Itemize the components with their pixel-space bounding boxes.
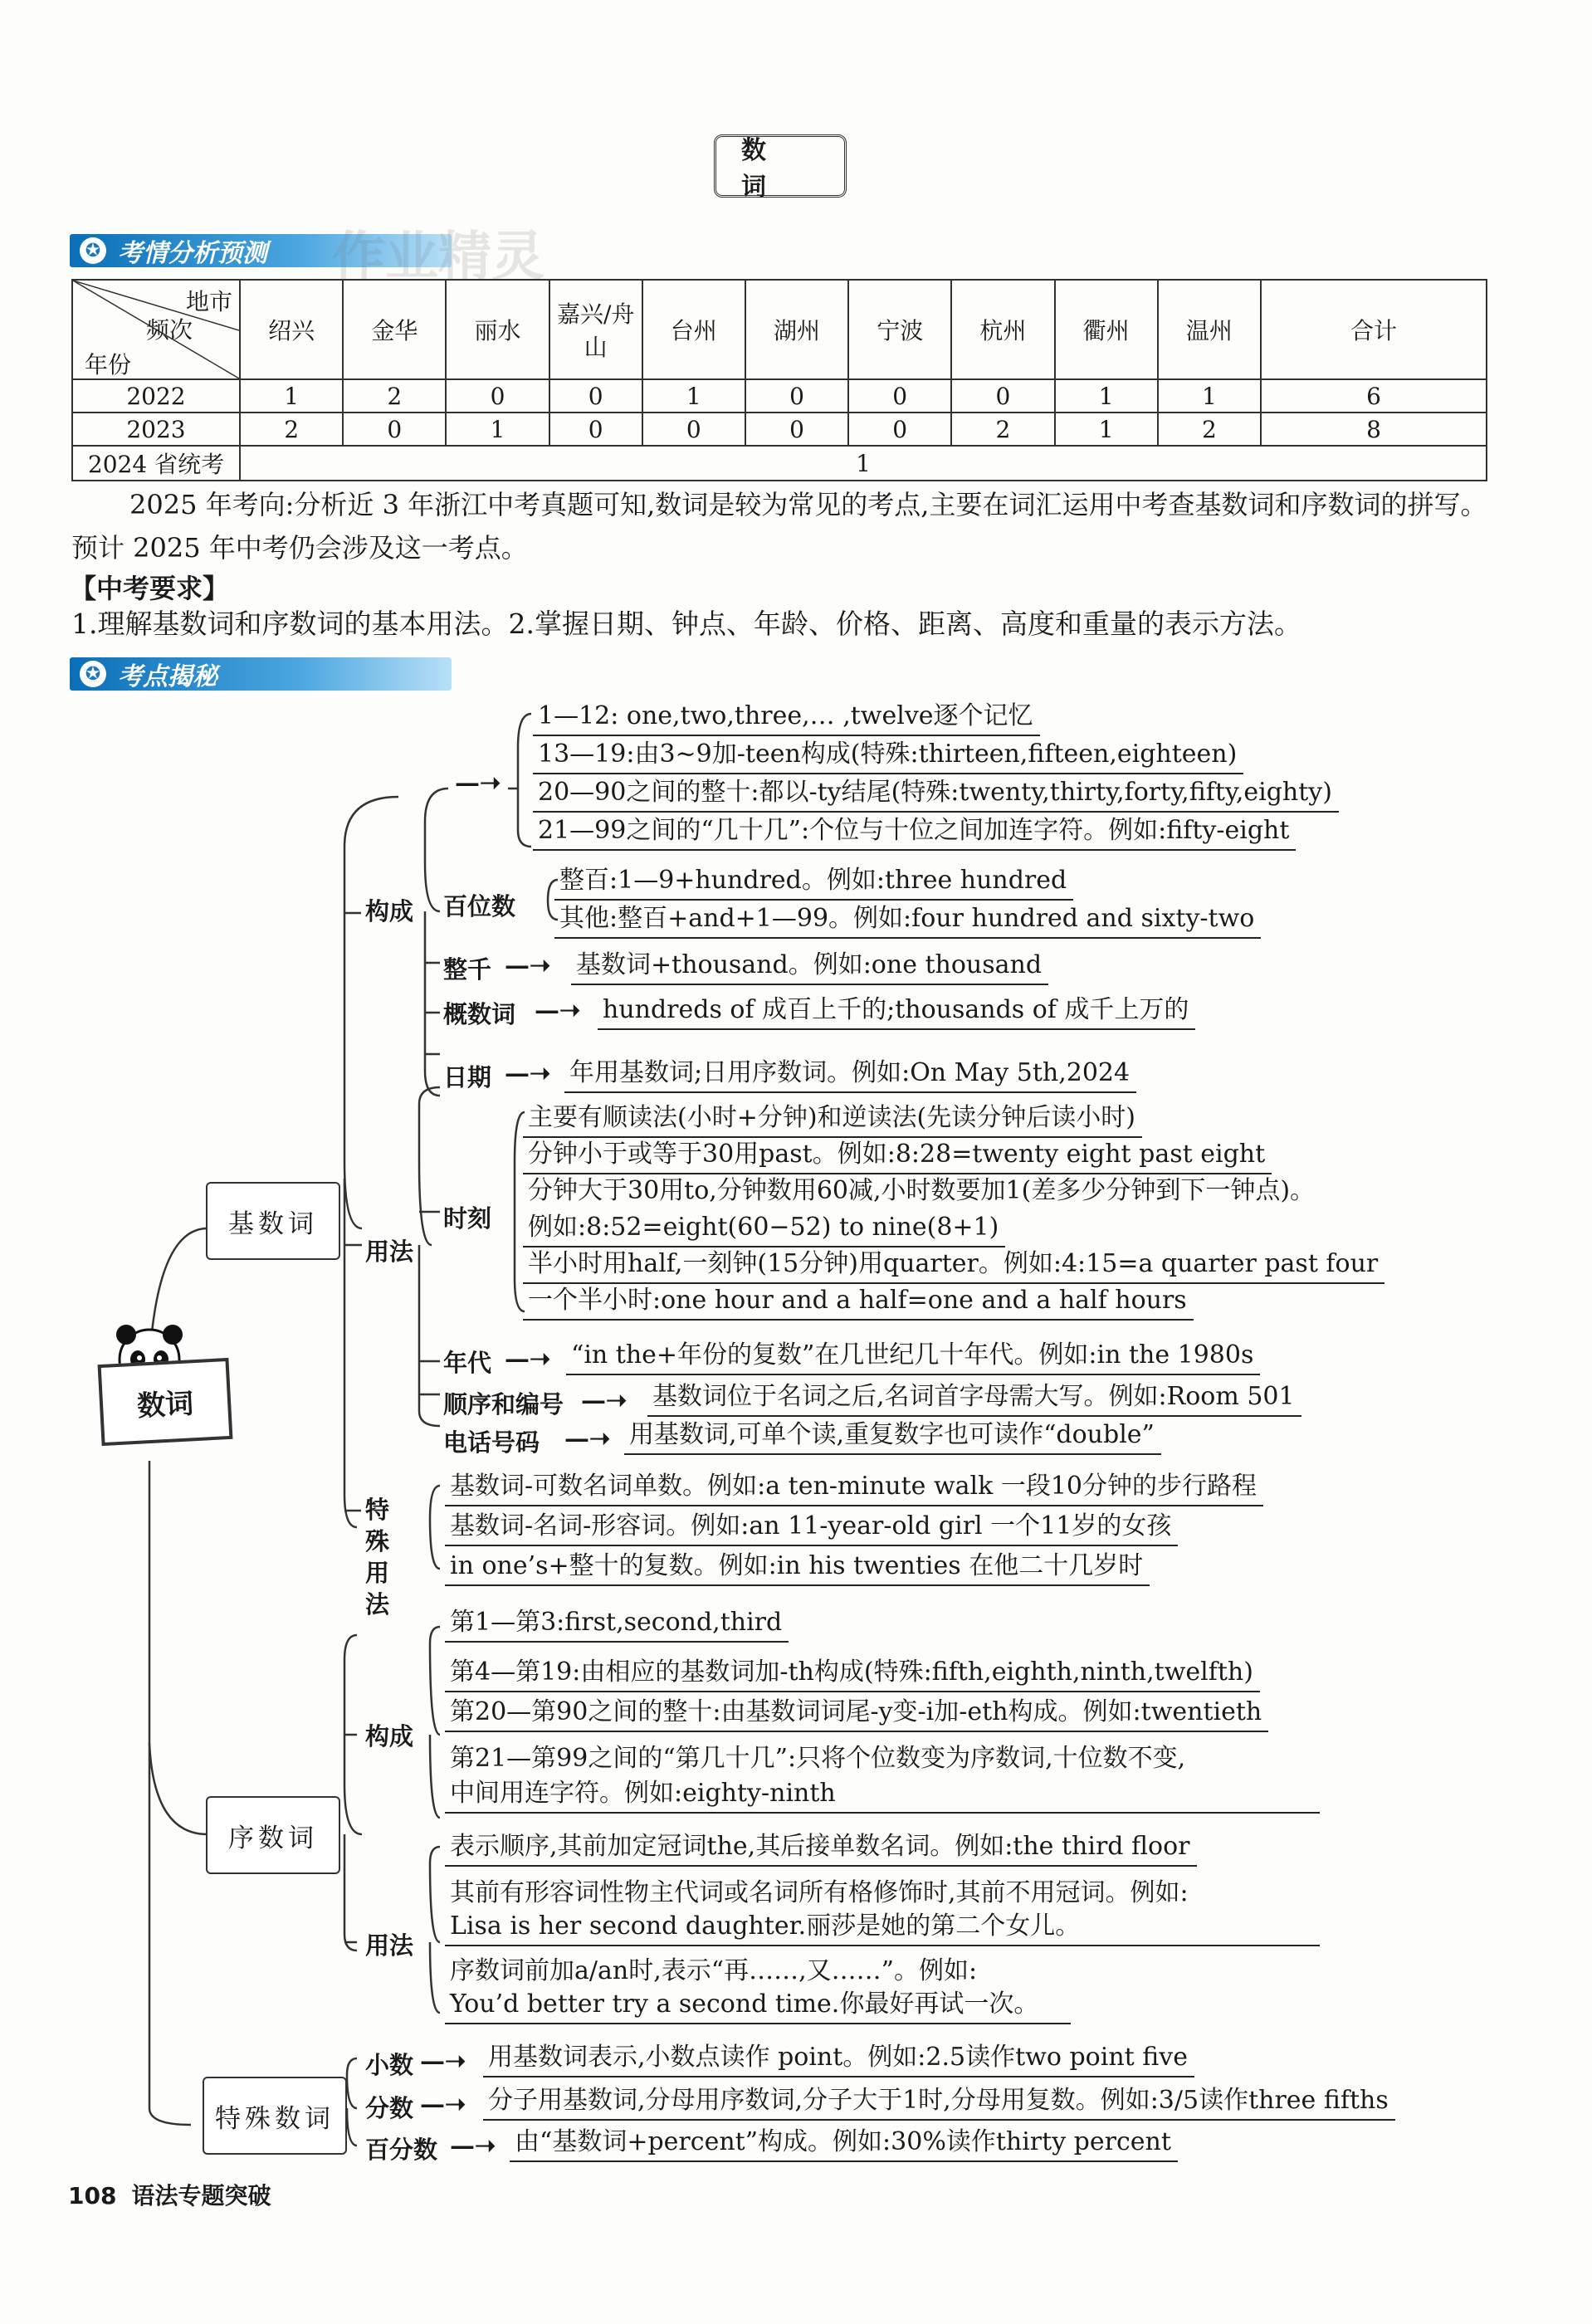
label-hundreds: 百位数 (443, 892, 516, 920)
header-city: 绍兴 (240, 280, 343, 379)
label-date: 日期 (443, 1063, 492, 1091)
header-city: 湖州 (745, 280, 848, 379)
note-line: 21—99之间的“几十几”:个位与十位之间加连字符。例如:fifty-eight (533, 813, 1296, 851)
label-order-number: 顺序和编号 (443, 1390, 564, 1418)
header-city: 嘉兴/舟山 (549, 280, 642, 379)
note-line: 第4—第19:由相应的基数词加-th构成(特殊:fifth,eighth,ninth,twelfth) (445, 1655, 1260, 1692)
note-line: 其他:整百+and+1—99。例如:four hundred and sixty-two (554, 901, 1261, 939)
note-line: 序数词前加a/an时,表示“再……,又……”。例如: (450, 1956, 978, 1985)
note-line: 13—19:由3~9加-teen构成(特殊:thirteen,fifteen,eighteen) (533, 737, 1243, 774)
watermark: 作业精灵 (332, 227, 545, 288)
page-number: 108 (68, 2182, 117, 2209)
note-line: 中间用连字符。例如:eighty-ninth (445, 1776, 1320, 1814)
header-city: 丽水 (446, 280, 549, 379)
label-composition: 构成 (365, 897, 414, 925)
header-city: 金华 (343, 280, 446, 379)
category-ordinal: 序数词 (206, 1796, 340, 1874)
value-cell: 1 (642, 379, 745, 413)
label-phone: 电话号码 (443, 1428, 540, 1457)
note-line: 表示顺序,其前加定冠词the,其后接单数名词。例如:the third floor (445, 1829, 1197, 1867)
arrow-right-icon: —➝ (535, 996, 581, 1025)
arrow-right-icon: —➝ (564, 1424, 611, 1453)
value-cell: 0 (446, 379, 549, 413)
note-line: 主要有顺读法(小时+分钟)和逆读法(先读分钟后读小时) (523, 1101, 1142, 1138)
arrow-right-icon: —➝ (420, 2047, 466, 2076)
label-thousands: 整千 (443, 955, 492, 984)
note-line: 基数词+thousand。例如:one thousand (571, 948, 1048, 985)
note-line: 半小时用half,一刻钟(15分钟)用quarter。例如:4:15=a quarter past four (523, 1247, 1384, 1284)
value-cell: 0 (745, 379, 848, 413)
arrow-right-icon: —➝ (420, 2090, 466, 2119)
value-cell: 0 (745, 413, 848, 446)
label-usage: 用法 (365, 1238, 414, 1266)
value-cell: 1 (446, 413, 549, 446)
note-line: 分钟小于或等于30用past。例如:8:28=twenty eight past eight (523, 1137, 1272, 1174)
note-line: 第1—第3:first,second,third (445, 1605, 789, 1643)
value-cell: 1 (1055, 379, 1158, 413)
note-line: hundreds of 成百上千的;thousands of 成千上万的 (598, 993, 1195, 1030)
header-city: 温州 (1158, 280, 1261, 379)
label-time: 时刻 (443, 1204, 492, 1233)
note-line: 1—12: one,two,three,… ,twelve逐个记忆 (533, 699, 1040, 736)
footer-title: 语法专题突破 (131, 2182, 271, 2209)
arrow-right-icon: —➝ (581, 1386, 628, 1415)
note-line: 第21—第99之间的“第几十几”:只将个位数变为序数词,十位数不变, (450, 1744, 1186, 1773)
value-cell: 0 (848, 379, 951, 413)
year-cell: 2024 省统考 (72, 446, 240, 481)
value-cell: 0 (951, 379, 1054, 413)
label-percent: 百分数 (365, 2136, 438, 2164)
header-frequency-label: 频次 (146, 316, 193, 344)
category-special: 特殊数词 (203, 2077, 347, 2155)
label-fraction: 分数 (365, 2094, 414, 2122)
requirements-title: 【中考要求】 (70, 573, 230, 604)
header-city: 宁波 (848, 280, 951, 379)
exam-trend-paragraph: 2025 年考向:分析近 3 年浙江中考真题可知,数词是较为常见的考点,主要在词汇运用中考查基数词和序数词的拼写。预计 2025 年中考仍会涉及这一考点。 (71, 489, 1487, 564)
root-node: 数词 (98, 1358, 233, 1446)
value-cell: 0 (642, 413, 745, 446)
value-cell: 2 (1158, 413, 1261, 446)
label-decimal: 小数 (365, 2051, 414, 2079)
value-cell: 1 (240, 379, 343, 413)
label-decade: 年代 (443, 1349, 492, 1377)
note-line: 年用基数词;日用序数词。例如:On May 5th,2024 (564, 1056, 1136, 1093)
value-cell: 2 (240, 413, 343, 446)
banner-points-label: 考点揭秘 (118, 662, 217, 691)
arrow-right-icon: —➝ (455, 769, 501, 798)
banner-analysis-label: 考情分析预测 (118, 239, 267, 268)
note-line: 用基数词,可单个读,重复数字也可读作“double” (624, 1418, 1161, 1455)
note-line: 例如:8:52=eight(60−52) to nine(8+1) (523, 1210, 1005, 1247)
value-cell: 0 (549, 379, 642, 413)
header-year-label: 年份 (85, 351, 132, 378)
value-cell: 0 (343, 413, 446, 446)
arrow-right-icon: —➝ (450, 2131, 496, 2160)
page-title: 数 词 (714, 134, 847, 198)
header-city: 衢州 (1055, 280, 1158, 379)
arrow-right-icon: —➝ (505, 951, 551, 980)
note-line: 第20—第90之间的整十:由基数词词尾-y变-i加-eth构成。例如:twentieth (445, 1695, 1268, 1732)
note-line: 整百:1—9+hundred。例如:three hundred (554, 863, 1073, 901)
requirements-text: 1.理解基数词和序数词的基本用法。2.掌握日期、钟点、年龄、价格、距离、高度和重量的表示方法。 (71, 608, 1301, 640)
header-city: 台州 (642, 280, 745, 379)
header-city: 杭州 (951, 280, 1054, 379)
note-line: 分子用基数词,分母用序数词,分子大于1时,分母用复数。例如:3/5读作three fifths (483, 2083, 1395, 2121)
value-cell: 0 (549, 413, 642, 446)
note-line: 基数词位于名词之后,名词首字母需大写。例如:Room 501 (647, 1379, 1301, 1417)
label-ordinal-usage: 用法 (365, 1931, 414, 1960)
value-cell: 6 (1261, 379, 1487, 413)
year-cell: 2023 (72, 413, 240, 446)
note-line: 其前有形容词性物主代词或名词所有格修饰时,其前不用冠词。例如: (450, 1878, 1189, 1907)
note-line: 20—90之间的整十:都以-ty结尾(特殊:twenty,thirty,forty,fifty,eighty) (533, 775, 1339, 813)
note-line: 一个半小时:one hour and a half=one and a half hours (523, 1283, 1194, 1321)
value-cell: 1 (1158, 379, 1261, 413)
header-total: 合计 (1261, 280, 1487, 379)
value-cell: 2 (951, 413, 1054, 446)
arrow-right-icon: —➝ (505, 1059, 551, 1088)
arrow-right-icon: —➝ (505, 1345, 551, 1374)
value-cell: 1 (1055, 413, 1158, 446)
label-ordinal-composition: 构成 (365, 1722, 414, 1750)
lightbulb-icon: ✪ (80, 661, 106, 687)
year-cell: 2022 (72, 379, 240, 413)
note-line: “in the+年份的复数”在几世纪几十年代。例如:in the 1980s (566, 1338, 1260, 1375)
header-city-label: 地市 (185, 288, 232, 315)
note-line: 基数词-可数名词单数。例如:a ten-minute walk 一段10分钟的步行路程 (445, 1469, 1263, 1506)
lightbulb-icon: ✪ (80, 237, 106, 264)
value-cell: 8 (1261, 413, 1487, 446)
value-cell: 2 (343, 379, 446, 413)
value-cell: 0 (848, 413, 951, 446)
note-line: 分钟大于30用to,分钟数用60减,小时数要加1(差多少分钟到下一钟点)。 (528, 1176, 1316, 1205)
value-cell: 1 (240, 446, 1487, 481)
note-line: 基数词-名词-形容词。例如:an 11-year-old girl 一个11岁的女孩 (445, 1509, 1178, 1546)
note-line: You’d better try a second time.你最好再试一次。 (445, 1987, 1071, 2024)
note-line: 用基数词表示,小数点读作 point。例如:2.5读作two point five (483, 2040, 1194, 2077)
label-approx: 概数词 (443, 1000, 516, 1028)
note-line: 由“基数词+percent”构成。例如:30%读作thirty percent (510, 2125, 1178, 2162)
note-line: Lisa is her second daughter.丽莎是她的第二个女儿。 (445, 1909, 1320, 1946)
label-special-usage: 特殊用法 (365, 1496, 390, 1618)
category-cardinal: 基数词 (206, 1182, 340, 1260)
note-line: in one’s+整十的复数。例如:in his twenties 在他二十几岁时 (445, 1549, 1150, 1586)
page-footer (68, 2178, 271, 2211)
